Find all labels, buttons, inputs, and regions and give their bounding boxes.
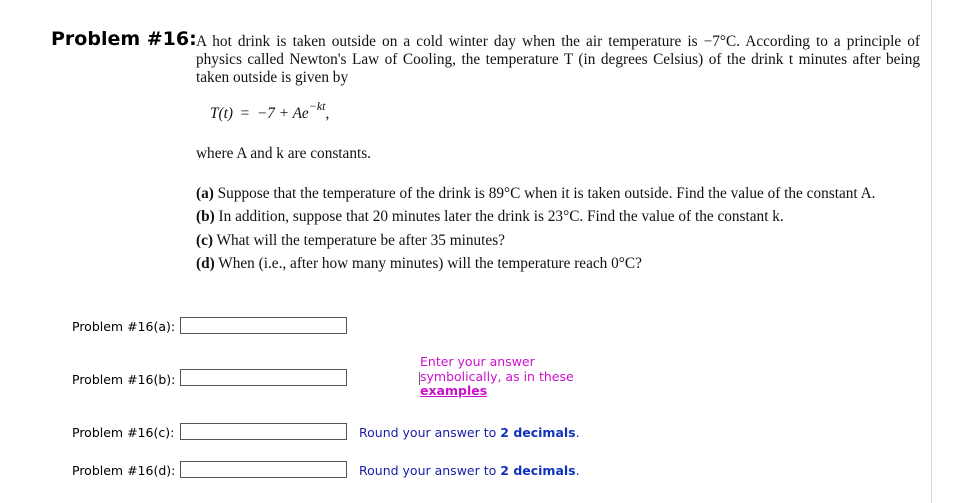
answer-input-a[interactable] <box>180 317 347 334</box>
symbolic-hint: Enter your answer symbolically, as in these examples <box>420 354 574 398</box>
formula-equals: = <box>240 105 250 122</box>
formula-exponent: −kt <box>308 99 326 113</box>
part-c: (c) What will the temperature be after 35 minutes? <box>196 231 505 249</box>
answer-label-a: Problem #16(a): <box>72 319 176 334</box>
part-d: (d) When (i.e., after how many minutes) will the temperature reach 0°C? <box>196 254 642 272</box>
answer-input-c[interactable] <box>180 423 347 440</box>
part-a: (a) Suppose that the temperature of the drink is 89°C when it is taken outside. Find the value of the constant A. <box>196 185 876 202</box>
formula <box>210 99 330 123</box>
problem-parts <box>196 185 920 278</box>
answer-label-b: Problem #16(b): <box>72 372 176 387</box>
part-b: (b) In addition, suppose that 20 minutes later the drink is 23°C. Find the value of the constant k. <box>196 208 784 226</box>
round-hint-c: Round your answer to 2 decimals. <box>359 425 580 440</box>
formula-lhs: T(t) <box>210 105 233 122</box>
formula-trail: , <box>325 105 330 122</box>
problem-title: Problem #16: <box>51 28 197 50</box>
answer-label-c: Problem #16(c): <box>72 425 175 440</box>
constants-note: where A and k are constants. <box>196 145 372 162</box>
problem-statement: A hot drink is taken outside on a cold winter day when the air temperature is −7°C. According to a principle of physics called Newton's Law of Cooling, the temperature T (in degrees Celsius) of the drink t minutes after being taken outside is given by <box>196 33 920 86</box>
examples-link[interactable]: examples <box>420 383 488 398</box>
answer-input-b[interactable] <box>180 369 347 386</box>
answer-label-d: Problem #16(d): <box>72 463 176 478</box>
formula-rhs: −7 + Ae <box>256 105 309 122</box>
page-right-border <box>931 0 932 503</box>
answer-input-d[interactable] <box>180 461 347 478</box>
round-hint-d: Round your answer to 2 decimals. <box>359 463 580 478</box>
